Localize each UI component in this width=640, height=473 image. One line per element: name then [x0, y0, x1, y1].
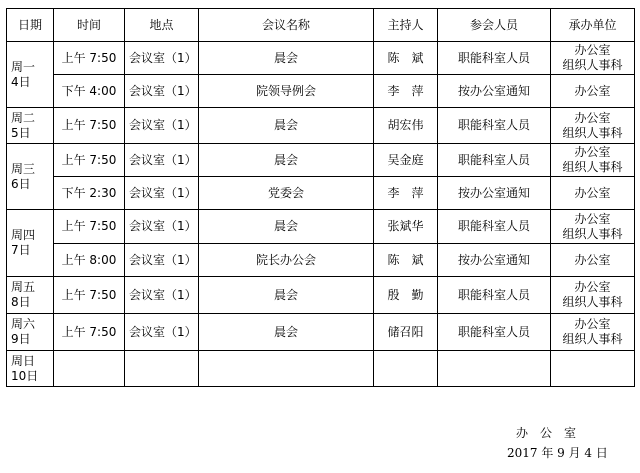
- day-cell: [7, 144, 54, 210]
- organizer-cell: 办公室: [551, 177, 635, 210]
- meeting-name-cell: 晨会: [199, 108, 374, 144]
- place-cell: 会议室（1）: [125, 277, 199, 314]
- day-name: 周一: [11, 59, 36, 74]
- organizer-line: 组织人事科: [562, 226, 623, 241]
- organizer-line: 组织人事科: [562, 125, 623, 140]
- day-date: 4日: [11, 74, 31, 89]
- time-cell: 上午 7:50: [54, 108, 125, 144]
- organizer-line: 办公室: [574, 280, 611, 294]
- host-cell: 陈 斌: [374, 244, 438, 277]
- day-name: 周日: [11, 353, 36, 368]
- table-row: [7, 42, 635, 75]
- day-name: 周五: [11, 280, 36, 294]
- meeting-name-cell: 晨会: [199, 42, 374, 75]
- time-cell: 上午 7:50: [54, 210, 125, 244]
- time-cell: 下午 2:30: [54, 177, 125, 210]
- header-time: 时间: [54, 9, 125, 42]
- meeting-name-cell: [199, 351, 374, 387]
- host-cell: 储召阳: [374, 314, 438, 351]
- day-name: 周三: [11, 161, 36, 176]
- place-cell: 会议室（1）: [125, 108, 199, 144]
- host-cell: 吴金庭: [374, 144, 438, 177]
- table-row: [7, 144, 635, 177]
- meeting-schedule-table: [6, 8, 635, 387]
- organizer-line: 办公室: [574, 211, 611, 226]
- attendees-cell: 职能科室人员: [438, 314, 551, 351]
- day-cell: [7, 314, 54, 351]
- attendees-cell: 职能科室人员: [438, 210, 551, 244]
- meeting-name-cell: 院长办公会: [199, 244, 374, 277]
- time-cell: 上午 7:50: [54, 42, 125, 75]
- header-date: 日期: [7, 9, 54, 42]
- organizer-line: 组织人事科: [562, 58, 623, 72]
- place-cell: 会议室（1）: [125, 75, 199, 108]
- attendees-cell: 职能科室人员: [438, 42, 551, 75]
- host-cell: [374, 351, 438, 387]
- attendees-cell: 职能科室人员: [438, 144, 551, 177]
- host-cell: 殷 勤: [374, 277, 438, 314]
- day-name: 周四: [11, 228, 36, 242]
- host-cell: 陈 斌: [374, 42, 438, 75]
- day-date: 10日: [11, 368, 39, 383]
- day-cell: [7, 42, 54, 108]
- organizer-cell: [551, 210, 635, 244]
- meeting-name-cell: 院领导例会: [199, 75, 374, 108]
- organizer-cell: [551, 277, 635, 314]
- attendees-cell: 按办公室通知: [438, 75, 551, 108]
- header-meeting-name: 会议名称: [199, 9, 374, 42]
- meeting-name-cell: 晨会: [199, 210, 374, 244]
- host-cell: 张斌华: [374, 210, 438, 244]
- organizer-cell: [551, 144, 635, 177]
- time-cell: 下午 4:00: [54, 75, 125, 108]
- day-date: 5日: [11, 125, 31, 140]
- attendees-cell: 职能科室人员: [438, 108, 551, 144]
- attendees-cell: 按办公室通知: [438, 244, 551, 277]
- day-date: 9日: [11, 332, 31, 346]
- host-cell: 胡宏伟: [374, 108, 438, 144]
- organizer-cell: [551, 42, 635, 75]
- organizer-cell: 办公室: [551, 244, 635, 277]
- issue-date: 2017 年 9 月 4 日: [507, 446, 608, 460]
- issuing-office: 办 公 室: [516, 426, 577, 440]
- day-name: 周二: [11, 110, 36, 125]
- time-cell: 上午 7:50: [54, 144, 125, 177]
- organizer-line: 组织人事科: [562, 332, 623, 346]
- meeting-name-cell: 晨会: [199, 144, 374, 177]
- attendees-cell: 职能科室人员: [438, 277, 551, 314]
- header-place: 地点: [125, 9, 199, 42]
- organizer-line: 组织人事科: [562, 160, 623, 174]
- day-date: 8日: [11, 295, 31, 309]
- table-row: [7, 244, 635, 277]
- organizer-line: 办公室: [574, 317, 611, 331]
- organizer-cell: [551, 314, 635, 351]
- day-date: 6日: [11, 176, 31, 191]
- header-attendees: 参会人员: [438, 9, 551, 42]
- meeting-name-cell: 晨会: [199, 277, 374, 314]
- table-row: [7, 351, 635, 387]
- day-cell: [7, 210, 54, 277]
- time-cell: [54, 351, 125, 387]
- meeting-name-cell: 党委会: [199, 177, 374, 210]
- organizer-cell: 办公室: [551, 75, 635, 108]
- place-cell: 会议室（1）: [125, 244, 199, 277]
- day-cell: [7, 108, 54, 144]
- day-cell: [7, 351, 54, 387]
- place-cell: 会议室（1）: [125, 144, 199, 177]
- host-cell: 李 萍: [374, 177, 438, 210]
- time-cell: 上午 7:50: [54, 314, 125, 351]
- time-cell: 上午 7:50: [54, 277, 125, 314]
- meeting-name-cell: 晨会: [199, 314, 374, 351]
- attendees-cell: [438, 351, 551, 387]
- table-row: [7, 177, 635, 210]
- table-row: [7, 75, 635, 108]
- organizer-cell: [551, 351, 635, 387]
- place-cell: 会议室（1）: [125, 177, 199, 210]
- organizer-line: 办公室: [574, 145, 611, 159]
- place-cell: 会议室（1）: [125, 210, 199, 244]
- time-cell: 上午 8:00: [54, 244, 125, 277]
- day-cell: [7, 277, 54, 314]
- day-name: 周六: [11, 317, 36, 331]
- organizer-cell: [551, 108, 635, 144]
- attendees-cell: 按办公室通知: [438, 177, 551, 210]
- table-row: [7, 210, 635, 244]
- place-cell: 会议室（1）: [125, 314, 199, 351]
- day-date: 7日: [11, 243, 31, 257]
- table-row: [7, 314, 635, 351]
- table-row: [7, 277, 635, 314]
- organizer-line: 组织人事科: [562, 295, 623, 309]
- place-cell: 会议室（1）: [125, 42, 199, 75]
- header-host: 主持人: [374, 9, 438, 42]
- organizer-line: 办公室: [574, 110, 611, 125]
- table-row: [7, 108, 635, 144]
- place-cell: [125, 351, 199, 387]
- host-cell: 李 萍: [374, 75, 438, 108]
- header-organizer: 承办单位: [551, 9, 635, 42]
- organizer-line: 办公室: [574, 43, 611, 57]
- header-row: [7, 9, 635, 42]
